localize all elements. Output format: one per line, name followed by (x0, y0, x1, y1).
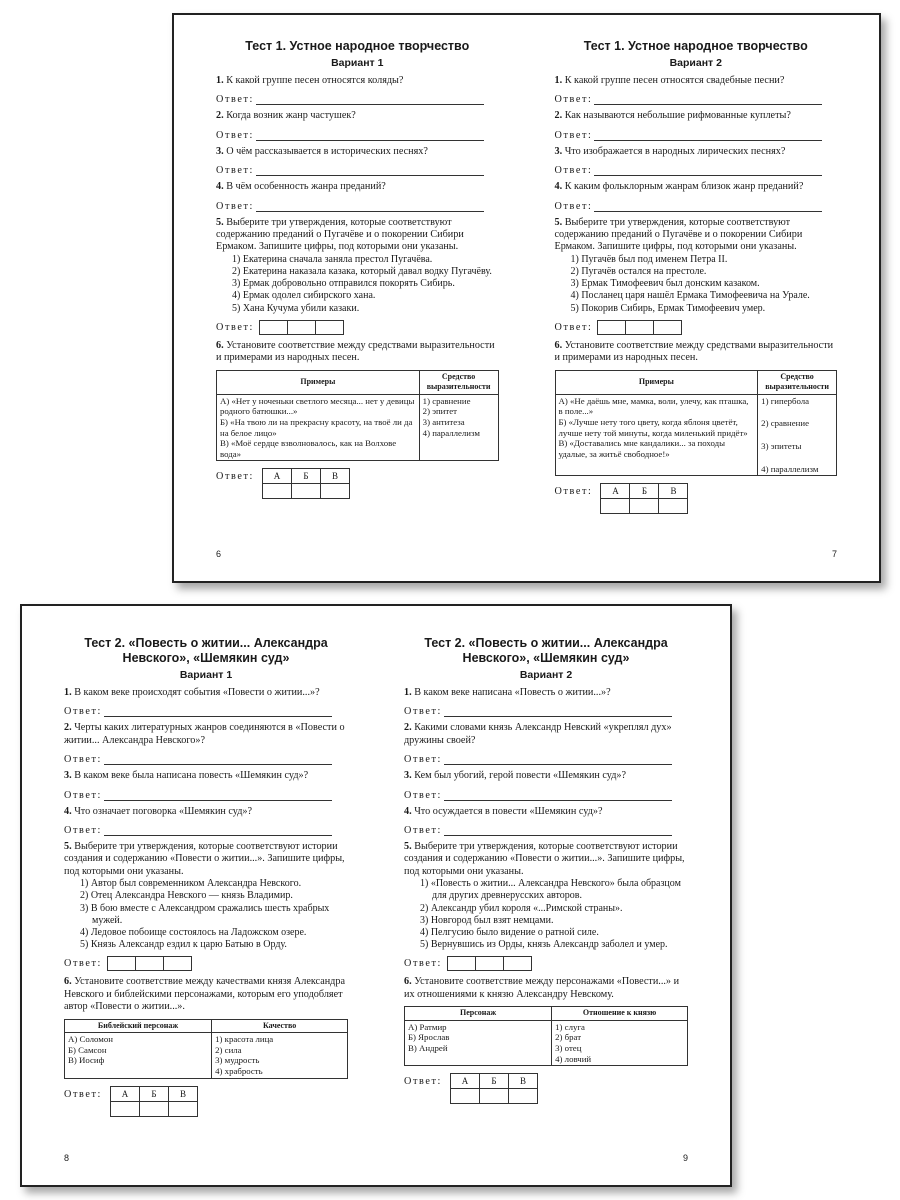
workbook-spread-bottom (20, 604, 732, 1187)
option: 3) Ермак добровольно отправился покорять Сибирь. (232, 278, 455, 290)
answer-grid-6: Ответ: А Б В (64, 1086, 348, 1117)
answer-cell[interactable] (450, 1089, 479, 1104)
answer-line-1[interactable]: Ответ: (404, 704, 688, 717)
question-2: 2. Как называются небольшие рифмованные куплеты? (554, 110, 791, 122)
option: 4) Посланец царя нашёл Ермака Тимофеевича на Урале. (570, 290, 810, 302)
question-4: 4. В чём особенность жанра преданий? (216, 181, 386, 193)
answer-cell[interactable] (163, 956, 192, 971)
option: 1) Автор был современником Александра Невского. (80, 878, 302, 890)
page-number: 8 (64, 1153, 70, 1163)
test-title: Тест 2. «Повесть о житии... Александра Невского», «Шемякин суд» (424, 636, 668, 665)
answer-cell[interactable] (475, 956, 504, 971)
question-1: 1. В каком веке происходят события «Повести о житии...»? (64, 687, 320, 698)
question-6: 6. Установите соответствие между качествами князя Александра Невского и библейскими персонажами, которым его уподобляет автор «Повести о житии...». (64, 976, 345, 1013)
option: 5) Князь Александр ездил к царю Батыю в Орду. (80, 939, 287, 951)
answer-cell[interactable] (262, 484, 291, 499)
answer-cell[interactable] (479, 1089, 508, 1104)
answer-boxes-5: Ответ: (216, 320, 499, 335)
option: 2) Александр убил короля «...Римской страны». (420, 902, 623, 914)
answer-line-1[interactable]: Ответ: (555, 92, 838, 105)
question-3: 3. О чём рассказывается в исторических песнях? (216, 145, 428, 157)
answer-line-4[interactable]: Ответ: (404, 823, 688, 836)
answer-line-2[interactable]: Ответ: (64, 752, 348, 765)
answer-line-3[interactable]: Ответ: (404, 788, 688, 801)
question-2: 2. Черты каких литературных жанров соединяются в «Повести о житии... Александра Невского»? (64, 722, 345, 746)
answer-cell[interactable] (259, 320, 288, 335)
answer-cell[interactable] (320, 484, 349, 499)
answer-line-4[interactable]: Ответ: (64, 823, 348, 836)
answer-cell[interactable] (168, 1101, 197, 1116)
workbook-spread-top (172, 13, 881, 583)
question-5-options (64, 878, 348, 951)
answer-cell[interactable] (315, 320, 344, 335)
answer-boxes-5: Ответ: (404, 956, 688, 971)
answer-cell[interactable] (630, 499, 659, 514)
answer-grid-6: Ответ: А Б В (555, 483, 838, 514)
question-4: 4. К каким фольклорным жанрам близок жанр преданий? (554, 181, 804, 193)
option: 5) Покорив Сибирь, Ермак Тимофеевич умер. (570, 302, 766, 314)
option: 3) В бою вместе с Александром сражались шесть храбрых мужей. (80, 902, 330, 926)
page-9 (376, 606, 730, 1185)
variant-label: Вариант 2 (519, 669, 573, 681)
question-3: 3. В каком веке была написана повесть «Шемякин суд»? (64, 770, 309, 782)
answer-cell[interactable] (107, 956, 136, 971)
answer-cell[interactable] (110, 1101, 139, 1116)
answer-line-2[interactable]: Ответ: (404, 752, 688, 765)
answer-line-3[interactable]: Ответ: (555, 163, 838, 176)
question-5: 5. Выберите три утверждения, которые соответствуют содержанию преданий о Пугачёве и о покорении Сибири Ермаком. Запишите цифры, под которыми они указаны. (216, 216, 464, 253)
answer-cell[interactable] (625, 320, 654, 335)
answer-cell[interactable] (291, 484, 320, 499)
question-6: 6. Установите соответствие между средствами выразительности и примерами из народных песен. (554, 339, 834, 364)
option: 5) Вернувшись из Орды, князь Александр заболел и умер. (420, 939, 668, 951)
answer-line-2[interactable]: Ответ: (216, 128, 499, 141)
option: 1) Пугачёв был под именем Петра II. (570, 253, 728, 265)
matching-table: Персонаж Отношение к князю А) Ратмир Б) Ярослав В) Андрей 1) слуга 2) брат 3) отец 4) ловчий (404, 1006, 688, 1066)
option: 3) Новгород был взят немцами. (420, 914, 554, 926)
answer-line-1[interactable]: Ответ: (64, 704, 348, 717)
question-5-options (555, 254, 838, 315)
test-title: Тест 1. Устное народное творчество (583, 39, 808, 53)
answer-boxes-5: Ответ: (555, 320, 838, 335)
option: 4) Ермак одолел сибирского хана. (232, 290, 376, 302)
test-title: Тест 2. «Повесть о житии... Александра Невского», «Шемякин суд» (84, 636, 328, 665)
option: 3) Ермак Тимофеевич был донским казаком. (570, 278, 760, 290)
answer-cell[interactable] (659, 499, 688, 514)
answer-cell[interactable] (287, 320, 316, 335)
option: 4) Пелгусию было видение о ратной силе. (420, 927, 599, 939)
question-6: 6. Установите соответствие между персонажами «Повести...» и их отношениями к князю Александру Невскому. (404, 976, 680, 1000)
test-title: Тест 1. Устное народное творчество (245, 39, 470, 53)
answer-cell[interactable] (139, 1101, 168, 1116)
page-number: 6 (216, 549, 222, 559)
page-8 (22, 606, 376, 1185)
matching-table: Примеры Средство выразительности А) «Нет у ноченьки светлого месяца... нет у девицы родного батюшки...» Б) «На твою ли на прекрасну красоту, на твоё ли да на белое лицо» В) «Моё сердце взволновалось, как на Волхове вода» 1) сравнение 2) эпитет 3) антитеза 4) параллелизм (216, 370, 499, 462)
answer-line-4[interactable]: Ответ: (216, 199, 499, 212)
page-number: 9 (682, 1153, 688, 1163)
answer-grid-6: Ответ: А Б В (404, 1073, 688, 1104)
answer-cell[interactable] (508, 1089, 537, 1104)
answer-line-2[interactable]: Ответ: (555, 128, 838, 141)
answer-grid-6: Ответ: А Б В (216, 468, 499, 499)
answer-cell[interactable] (503, 956, 532, 971)
page-number: 7 (831, 549, 837, 559)
question-5-options (404, 878, 688, 951)
page-7 (527, 15, 880, 581)
question-5: 5. Выберите три утверждения, которые соответствуют содержанию преданий о Пугачёве и о покорении Сибири Ермаком. Запишите цифры, под которыми они указаны. (554, 216, 803, 253)
variant-label: Вариант 2 (669, 57, 722, 69)
option: 4) Ледовое побоище состоялось на Ладожском озере. (80, 927, 307, 939)
matching-table: Библейский персонаж Качество А) Соломон Б) Самсон В) Иосиф 1) красота лица 2) сила 3) мудрость 4) храбрость (64, 1019, 348, 1079)
option: 1) «Повесть о житии... Александра Невского» была образцом для других древнерусских авторов. (420, 878, 681, 902)
answer-cell[interactable] (653, 320, 682, 335)
question-5: 5. Выберите три утверждения, которые соответствуют истории создания и содержанию «Повести о житии...». Запишите цифры, под которыми они указаны. (64, 841, 345, 877)
option: 2) Отец Александра Невского — князь Владимир. (80, 890, 293, 902)
question-3: 3. Что изображается в народных лирических песнях? (554, 145, 786, 157)
question-4: 4. Что осуждается в повести «Шемякин суд»? (404, 805, 603, 817)
question-2: 2. Когда возник жанр частушек? (216, 110, 356, 122)
question-5-options (216, 254, 499, 315)
question-1: 1. К какой группе песен относятся свадебные песни? (554, 75, 785, 86)
answer-cell[interactable] (597, 320, 626, 335)
answer-cell[interactable] (447, 956, 476, 971)
answer-line-4[interactable]: Ответ: (555, 199, 838, 212)
question-4: 4. Что означает поговорка «Шемякин суд»? (64, 805, 253, 817)
question-1: 1. К какой группе песен относятся коляды? (216, 75, 404, 86)
answer-line-1[interactable]: Ответ: (216, 92, 499, 105)
option: 2) Пугачёв остался на престоле. (570, 266, 707, 278)
question-5: 5. Выберите три утверждения, которые соответствуют истории создания и содержанию «Повести о житии...». Запишите цифры, под которыми они указаны. (404, 841, 685, 877)
answer-cell[interactable] (601, 499, 630, 514)
variant-label: Вариант 1 (179, 669, 233, 681)
option: 1) Екатерина сначала заняла престол Пугачёва. (232, 253, 433, 265)
question-3: 3. Кем был убогий, герой повести «Шемякин суд»? (404, 770, 627, 782)
answer-line-3[interactable]: Ответ: (64, 788, 348, 801)
matching-table: Примеры Средство выразительности А) «Не даёшь мне, мамка, воли, улечу, как пташка, в поле...» Б) «Лучше нету того цвету, когда яблоня цветёт, лучше нету той минуты, когда миленький придёт» В) «Доставались мне кандалики... за походы удалые, за житьё свободное!» 1) гипербола 2) сравнение 3) эпитеты 4) параллелизм (555, 370, 838, 477)
answer-line-3[interactable]: Ответ: (216, 163, 499, 176)
option: 2) Екатерина наказала казака, который давал водку Пугачёву. (232, 266, 492, 278)
answer-boxes-5: Ответ: (64, 956, 348, 971)
page-6 (174, 15, 527, 581)
question-1: 1. В каком веке написана «Повесть о житии...»? (404, 687, 611, 698)
option: 5) Хана Кучума убили казаки. (232, 302, 360, 314)
variant-label: Вариант 1 (331, 57, 384, 69)
question-2: 2. Какими словами князь Александр Невский «укреплял дух» дружины своей? (404, 722, 672, 746)
question-6: 6. Установите соответствие между средствами выразительности и примерами из народных песен. (216, 339, 495, 364)
answer-cell[interactable] (135, 956, 164, 971)
